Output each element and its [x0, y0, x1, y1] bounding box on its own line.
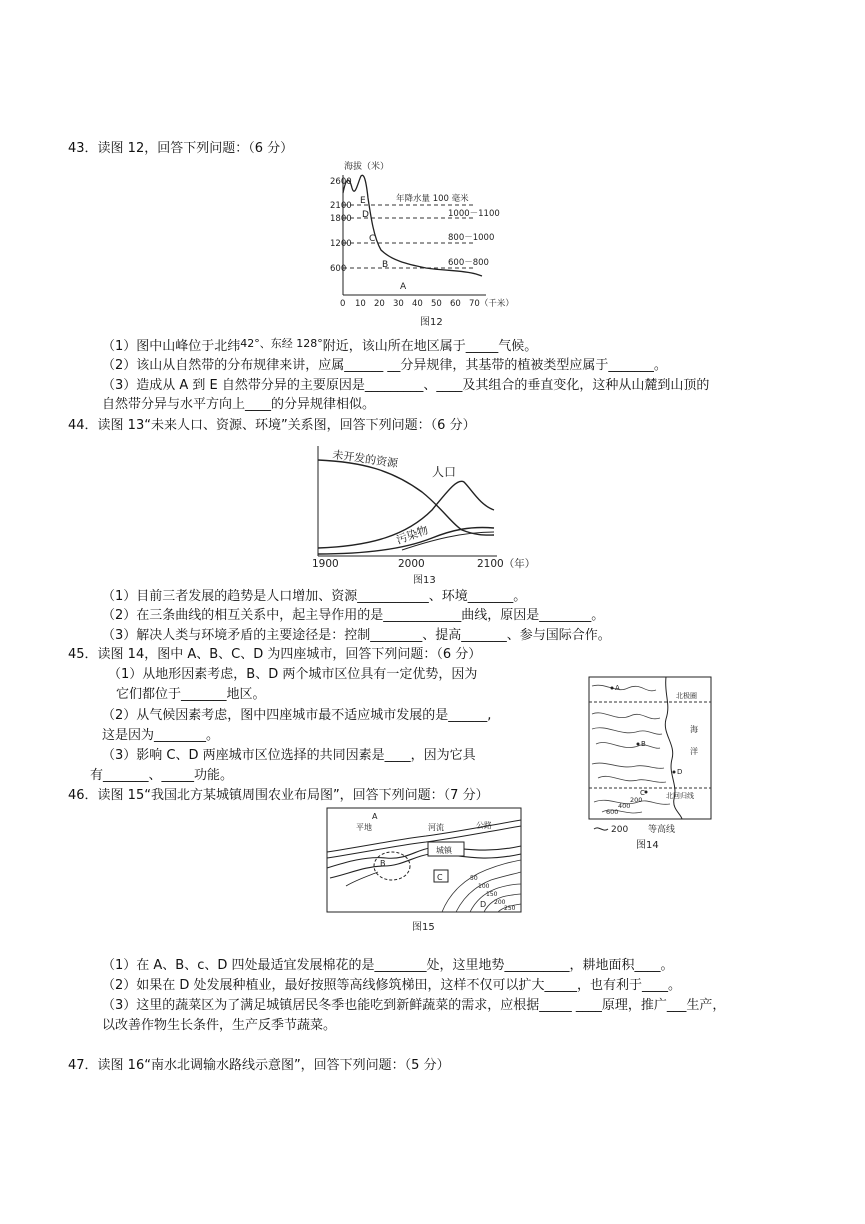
- fig14-city-a: A: [615, 684, 620, 692]
- q43-title: 43．读图 12，回答下列问题：（6 分）: [68, 141, 294, 156]
- fig14-legend-val: 200: [611, 825, 629, 835]
- fig13-label-resource: 未开发的资源: [331, 448, 399, 471]
- q45-line-5: （3）影响 C、D 两座城市区位选择的共同因素是____，因为它具: [102, 748, 476, 763]
- fig12-zone-d: D: [362, 210, 369, 220]
- q46-line-1: （1）在 A、B、c、D 四处最适宜发展棉花的是________处，这里地势__________，耕地面积____。: [102, 958, 674, 973]
- fig12-annot: 年降水量 100 毫米: [396, 194, 469, 204]
- q46-line-2: （2）如果在 D 处发展种植业，最好按照等高线修筑梯田，这样不仅可以扩大_____，也有利于____。: [102, 978, 682, 993]
- figure-14: [586, 674, 716, 849]
- fig14-city-c: C: [640, 789, 645, 797]
- fig15-b: B: [380, 859, 386, 868]
- q43-line-4: 自然带分异与水平方向上____的分异规律相似。: [102, 397, 376, 412]
- fig14-city-b: B: [641, 740, 646, 748]
- fig15-contour-val: 200: [494, 899, 506, 906]
- fig12-zone-b: B: [382, 260, 389, 270]
- fig13-caption: 图13: [413, 575, 436, 586]
- fig12-xtick: 60: [450, 299, 461, 309]
- fig12-ylabel: 海拔（米）: [344, 162, 390, 172]
- fig15-contour-val: 50: [470, 875, 478, 882]
- fig14-contour-val: 400: [618, 802, 631, 810]
- fig12-xtick: 10: [355, 299, 366, 309]
- q44-line-2: （2）在三条曲线的相互关系中，起主导作用的是____________曲线，原因是________。: [102, 608, 605, 623]
- q45-line-2: 它们都位于_______地区。: [116, 687, 266, 702]
- fig12-ytick: 1800: [330, 214, 352, 224]
- fig14-tropic: 北回归线: [666, 792, 694, 800]
- figure-13: [312, 440, 537, 570]
- fig14-arctic-circle: 北极圈: [676, 692, 697, 700]
- fig13-xtick: 1900: [312, 558, 339, 570]
- fig15-town: 城镇: [436, 846, 452, 855]
- fig12-annot: 600－800: [448, 258, 489, 268]
- fig15-a: A: [372, 812, 378, 821]
- q46-title: 46．读图 15“我国北方某城镇周围农业布局图”，回答下列问题：（7 分）: [68, 788, 489, 803]
- q45-line-3: （2）从气候因素考虑，图中四座城市最不适应城市发展的是______,: [102, 708, 492, 723]
- figure-12: [330, 158, 546, 309]
- fig12-annot: 1000－1100: [448, 209, 500, 219]
- q45-line-6: 有_______、_____功能。: [90, 768, 234, 783]
- q45-title: 45．读图 14，图中 A、B、C、D 为四座城市，回答下列问题：（6 分）: [68, 647, 482, 662]
- fig12-zone-c: C: [369, 234, 376, 244]
- fig12-annot: 800－1000: [448, 233, 495, 243]
- fig15-contour-val: 100: [478, 883, 490, 890]
- q43-line-1: （1）图中山峰位于北纬$^{42^\circ、东经 128^\circ}$附近，该山所在地区属于_____气候。: [102, 337, 538, 354]
- fig12-ytick: 2600: [330, 177, 352, 187]
- fig12-xtick: 20: [374, 299, 385, 309]
- q47-title: 47．读图 16“南水北调输水路线示意图”，回答下列问题：（5 分）: [68, 1058, 450, 1073]
- q44-title: 44．读图 13“未来人口、资源、环境”关系图，回答下列问题：（6 分）: [68, 418, 476, 433]
- fig15-road: 公路: [476, 821, 492, 830]
- fig12-xtick: 40: [412, 299, 423, 309]
- fig15-plain: 平地: [356, 823, 372, 832]
- fig14-sea: 海: [690, 725, 698, 734]
- fig12-zone-a: A: [400, 282, 407, 292]
- q45-line-4: 这是因为________。: [102, 728, 220, 743]
- fig15-d: D: [480, 900, 487, 909]
- q45-line-1: （1）从地形因素考虑，B、D 两个城市区位具有一定优势，因为: [108, 667, 478, 682]
- fig14-caption: 图14: [636, 840, 659, 851]
- fig13-xtick: 2100（年）: [477, 558, 536, 570]
- q44-line-3: （3）解决人类与环境矛盾的主要途径是：控制________、提高_______、参与国际合作。: [102, 628, 611, 643]
- fig12-xtick: 70（千米）: [469, 299, 514, 309]
- fig13-label-pop: 人口: [432, 465, 457, 479]
- q43-line-3: （3）造成从 A 到 E 自然带分异的主要原因是_________、____及其组合的垂直变化，这种从山麓到山顶的: [102, 378, 710, 393]
- fig12-ytick: 2100: [330, 201, 352, 211]
- fig12-ytick: 1200: [330, 239, 352, 249]
- q44-line-1: （1）目前三者发展的趋势是人口增加、资源___________、环境_______。: [102, 589, 527, 604]
- fig15-contour-val: 150: [486, 891, 498, 898]
- fig12-caption: 图12: [420, 317, 443, 328]
- figure-15: [326, 806, 522, 916]
- fig13-xtick: 2000: [398, 558, 425, 570]
- fig12-ytick: 600: [330, 264, 347, 274]
- fig12-xtick: 30: [393, 299, 404, 309]
- fig14-legend-label: 等高线: [648, 825, 676, 835]
- fig12-xtick: 0: [340, 299, 346, 309]
- fig15-river: 河流: [428, 823, 444, 832]
- fig14-contour-val: 200: [630, 796, 643, 804]
- q43-line-2: （2）该山从自然带的分布规律来讲，应属______ __分异规律，其基带的植被类型应属于_______。: [102, 358, 667, 373]
- fig15-contour-val: 250: [504, 905, 516, 912]
- fig14-city-d: D: [677, 768, 683, 776]
- fig12-xtick: 50: [431, 299, 442, 309]
- fig13-label-pollution: 污染物: [394, 523, 431, 547]
- q46-line-4: 以改善作物生长条件，生产反季节蔬菜。: [102, 1018, 337, 1033]
- fig12-zone-e: E: [360, 196, 366, 206]
- fig14-contour-val: 600: [606, 808, 619, 816]
- fig14-ocean: 洋: [690, 747, 698, 756]
- q46-line-3: （3）这里的蔬菜区为了满足城镇居民冬季也能吃到新鲜蔬菜的需求，应根据_____ ____原理，推广___生产，: [102, 998, 726, 1013]
- fig15-c: C: [437, 873, 443, 882]
- fig15-caption: 图15: [412, 922, 435, 933]
